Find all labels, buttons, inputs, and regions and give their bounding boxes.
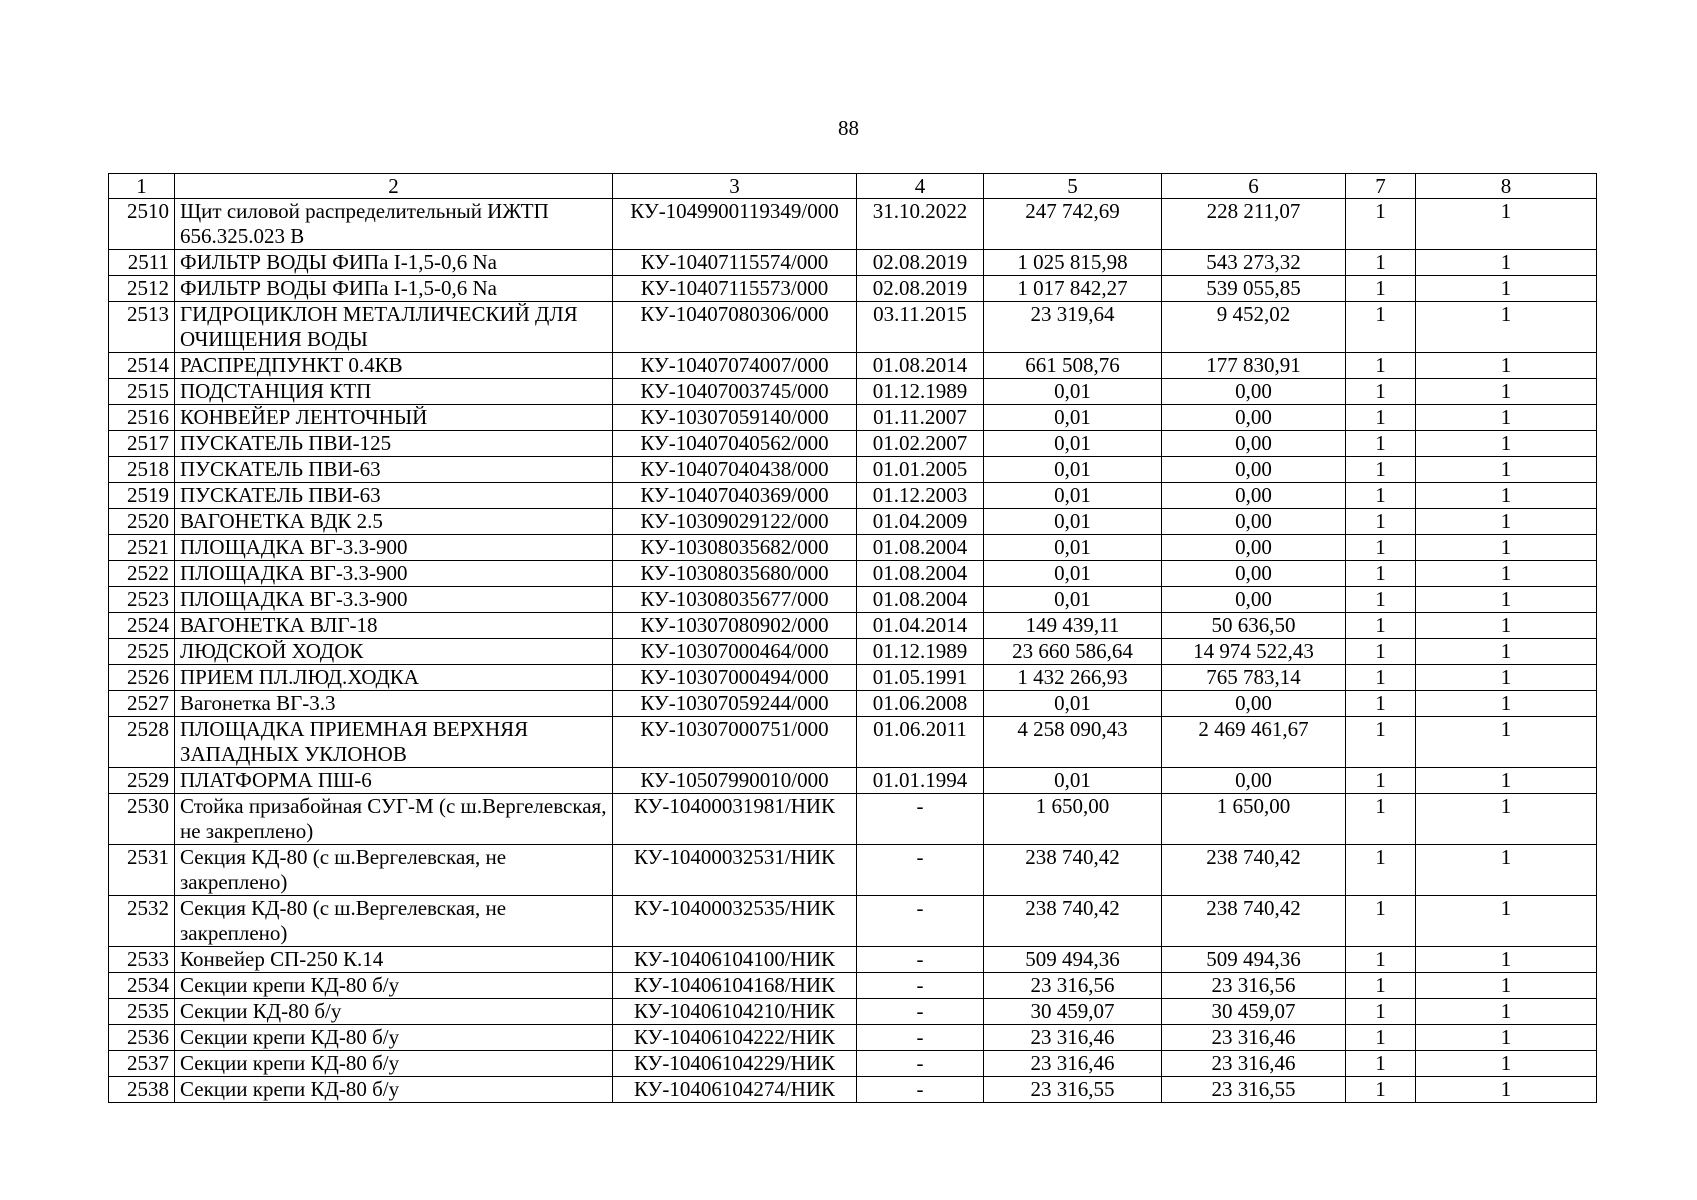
date-cell: 01.02.2007	[857, 431, 984, 457]
row-number: 2513	[109, 302, 175, 353]
value-col5: 509 494,36	[984, 947, 1162, 973]
value-col6: 509 494,36	[1162, 947, 1346, 973]
row-number: 2520	[109, 509, 175, 535]
item-name: Стойка призабойная СУГ-М (с ш.Вергелевская, не закреплено)	[175, 794, 613, 845]
qty-col7: 1	[1346, 1077, 1416, 1103]
item-name: ПУСКАТЕЛЬ ПВИ-63	[175, 483, 613, 509]
date-cell: 01.04.2009	[857, 509, 984, 535]
inventory-number: КУ-10407115573/000	[613, 276, 857, 302]
qty-col8: 1	[1416, 483, 1597, 509]
qty-col7: 1	[1346, 379, 1416, 405]
table-row	[109, 768, 1597, 794]
value-col6: 23 316,46	[1162, 1051, 1346, 1077]
item-name: Секции крепи КД-80 б/у	[175, 1025, 613, 1051]
qty-col8: 1	[1416, 587, 1597, 613]
page-number: 88	[838, 116, 859, 140]
inventory-number: КУ-10406104222/НИК	[613, 1025, 857, 1051]
value-col5: 23 316,55	[984, 1077, 1162, 1103]
qty-col8: 1	[1416, 379, 1597, 405]
value-col6: 30 459,07	[1162, 999, 1346, 1025]
table-row	[109, 353, 1597, 379]
item-name: Секции крепи КД-80 б/у	[175, 1051, 613, 1077]
qty-col8: 1	[1416, 353, 1597, 379]
table-row	[109, 587, 1597, 613]
item-name: ПЛОЩАДКА ВГ-3.3-900	[175, 587, 613, 613]
value-col5: 0,01	[984, 379, 1162, 405]
qty-col8: 1	[1416, 199, 1597, 250]
value-col6: 238 740,42	[1162, 896, 1346, 947]
value-col5: 238 740,42	[984, 845, 1162, 896]
row-number: 2521	[109, 535, 175, 561]
value-col6: 539 055,85	[1162, 276, 1346, 302]
value-col6: 0,00	[1162, 768, 1346, 794]
row-number: 2526	[109, 665, 175, 691]
date-cell: 01.12.1989	[857, 639, 984, 665]
item-name: ПЛОЩАДКА ВГ-3.3-900	[175, 535, 613, 561]
date-cell: -	[857, 1025, 984, 1051]
qty-col7: 1	[1346, 302, 1416, 353]
qty-col7: 1	[1346, 250, 1416, 276]
row-number: 2516	[109, 405, 175, 431]
inventory-number: КУ-10309029122/000	[613, 509, 857, 535]
value-col5: 238 740,42	[984, 896, 1162, 947]
inventory-number: КУ-10406104210/НИК	[613, 999, 857, 1025]
item-name: Секции крепи КД-80 б/у	[175, 973, 613, 999]
row-number: 2523	[109, 587, 175, 613]
column-header-8: 8	[1416, 174, 1597, 199]
value-col5: 1 025 815,98	[984, 250, 1162, 276]
qty-col8: 1	[1416, 509, 1597, 535]
table-row	[109, 639, 1597, 665]
qty-col8: 1	[1416, 845, 1597, 896]
value-col5: 23 660 586,64	[984, 639, 1162, 665]
row-number: 2528	[109, 717, 175, 768]
qty-col8: 1	[1416, 1025, 1597, 1051]
date-cell: 01.08.2014	[857, 353, 984, 379]
date-cell: -	[857, 999, 984, 1025]
table-row	[109, 535, 1597, 561]
row-number: 2524	[109, 613, 175, 639]
qty-col7: 1	[1346, 639, 1416, 665]
qty-col7: 1	[1346, 535, 1416, 561]
value-col6: 228 211,07	[1162, 199, 1346, 250]
row-number: 2510	[109, 199, 175, 250]
inventory-number: КУ-10307000751/000	[613, 717, 857, 768]
item-name: ПУСКАТЕЛЬ ПВИ-63	[175, 457, 613, 483]
row-number: 2534	[109, 973, 175, 999]
qty-col7: 1	[1346, 999, 1416, 1025]
row-number: 2531	[109, 845, 175, 896]
item-name: Щит силовой распределительный ИЖТП 656.325.023 В	[175, 199, 613, 250]
inventory-number: КУ-10407074007/000	[613, 353, 857, 379]
value-col5: 0,01	[984, 457, 1162, 483]
value-col6: 14 974 522,43	[1162, 639, 1346, 665]
value-col6: 0,00	[1162, 405, 1346, 431]
item-name: ПЛАТФОРМА ПШ-6	[175, 768, 613, 794]
value-col5: 149 439,11	[984, 613, 1162, 639]
value-col5: 23 316,46	[984, 1025, 1162, 1051]
column-header-7: 7	[1346, 174, 1416, 199]
table-row	[109, 999, 1597, 1025]
inventory-number: КУ-1049900119349/000	[613, 199, 857, 250]
value-col6: 23 316,56	[1162, 973, 1346, 999]
qty-col8: 1	[1416, 947, 1597, 973]
value-col5: 0,01	[984, 405, 1162, 431]
qty-col7: 1	[1346, 483, 1416, 509]
date-cell: 02.08.2019	[857, 276, 984, 302]
inventory-table	[108, 173, 1597, 1103]
value-col6: 23 316,46	[1162, 1025, 1346, 1051]
row-number: 2515	[109, 379, 175, 405]
table-row	[109, 717, 1597, 768]
qty-col7: 1	[1346, 845, 1416, 896]
value-col5: 661 508,76	[984, 353, 1162, 379]
inventory-number: КУ-10307000464/000	[613, 639, 857, 665]
value-col5: 30 459,07	[984, 999, 1162, 1025]
item-name: Секции крепи КД-80 б/у	[175, 1077, 613, 1103]
qty-col8: 1	[1416, 613, 1597, 639]
row-number: 2529	[109, 768, 175, 794]
date-cell: -	[857, 896, 984, 947]
value-col6: 0,00	[1162, 509, 1346, 535]
qty-col8: 1	[1416, 768, 1597, 794]
inventory-number: КУ-10307059140/000	[613, 405, 857, 431]
qty-col7: 1	[1346, 613, 1416, 639]
date-cell: 02.08.2019	[857, 250, 984, 276]
qty-col8: 1	[1416, 535, 1597, 561]
row-number: 2522	[109, 561, 175, 587]
row-number: 2537	[109, 1051, 175, 1077]
inventory-number: КУ-10308035677/000	[613, 587, 857, 613]
qty-col8: 1	[1416, 431, 1597, 457]
item-name: ПЛОЩАДКА ВГ-3.3-900	[175, 561, 613, 587]
table-row	[109, 665, 1597, 691]
row-number: 2511	[109, 250, 175, 276]
item-name: Вагонетка ВГ-3.3	[175, 691, 613, 717]
date-cell: 01.12.2003	[857, 483, 984, 509]
table-row	[109, 483, 1597, 509]
inventory-number: КУ-10407040562/000	[613, 431, 857, 457]
qty-col7: 1	[1346, 276, 1416, 302]
column-header-1: 1	[109, 174, 175, 199]
date-cell: 01.01.1994	[857, 768, 984, 794]
item-name: Конвейер СП-250 К.14	[175, 947, 613, 973]
inventory-number: КУ-10400032535/НИК	[613, 896, 857, 947]
table-header-row	[109, 174, 1597, 199]
inventory-number: КУ-10307000494/000	[613, 665, 857, 691]
qty-col7: 1	[1346, 794, 1416, 845]
qty-col7: 1	[1346, 199, 1416, 250]
date-cell: 01.08.2004	[857, 587, 984, 613]
value-col6: 9 452,02	[1162, 302, 1346, 353]
table-row	[109, 561, 1597, 587]
item-name: РАСПРЕДПУНКТ 0.4КВ	[175, 353, 613, 379]
qty-col8: 1	[1416, 561, 1597, 587]
value-col5: 0,01	[984, 691, 1162, 717]
table-row	[109, 405, 1597, 431]
qty-col8: 1	[1416, 405, 1597, 431]
qty-col7: 1	[1346, 509, 1416, 535]
value-col5: 4 258 090,43	[984, 717, 1162, 768]
row-number: 2533	[109, 947, 175, 973]
qty-col8: 1	[1416, 691, 1597, 717]
qty-col8: 1	[1416, 717, 1597, 768]
qty-col8: 1	[1416, 276, 1597, 302]
date-cell: 01.08.2004	[857, 561, 984, 587]
value-col6: 2 469 461,67	[1162, 717, 1346, 768]
column-header-2: 2	[175, 174, 613, 199]
row-number: 2514	[109, 353, 175, 379]
qty-col8: 1	[1416, 302, 1597, 353]
value-col6: 23 316,55	[1162, 1077, 1346, 1103]
table-row	[109, 250, 1597, 276]
inventory-number: КУ-10507990010/000	[613, 768, 857, 794]
value-col5: 0,01	[984, 483, 1162, 509]
value-col5: 0,01	[984, 587, 1162, 613]
value-col5: 0,01	[984, 431, 1162, 457]
table-row	[109, 199, 1597, 250]
date-cell: 01.05.1991	[857, 665, 984, 691]
inventory-number: КУ-10407080306/000	[613, 302, 857, 353]
value-col5: 0,01	[984, 768, 1162, 794]
value-col6: 0,00	[1162, 379, 1346, 405]
row-number: 2519	[109, 483, 175, 509]
table-row	[109, 1077, 1597, 1103]
qty-col7: 1	[1346, 691, 1416, 717]
value-col6: 0,00	[1162, 457, 1346, 483]
date-cell: 01.08.2004	[857, 535, 984, 561]
date-cell: -	[857, 1051, 984, 1077]
value-col6: 0,00	[1162, 431, 1346, 457]
table-row	[109, 794, 1597, 845]
value-col5: 0,01	[984, 535, 1162, 561]
qty-col7: 1	[1346, 665, 1416, 691]
row-number: 2527	[109, 691, 175, 717]
row-number: 2536	[109, 1025, 175, 1051]
table-row	[109, 457, 1597, 483]
qty-col8: 1	[1416, 973, 1597, 999]
table-row	[109, 431, 1597, 457]
inventory-number: КУ-10406104168/НИК	[613, 973, 857, 999]
qty-col7: 1	[1346, 1025, 1416, 1051]
inventory-number: КУ-10307059244/000	[613, 691, 857, 717]
table-row	[109, 613, 1597, 639]
qty-col8: 1	[1416, 665, 1597, 691]
table-row	[109, 276, 1597, 302]
inventory-number: КУ-10307080902/000	[613, 613, 857, 639]
value-col6: 1 650,00	[1162, 794, 1346, 845]
table-row	[109, 691, 1597, 717]
qty-col8: 1	[1416, 250, 1597, 276]
value-col5: 247 742,69	[984, 199, 1162, 250]
qty-col8: 1	[1416, 1077, 1597, 1103]
row-number: 2525	[109, 639, 175, 665]
item-name: ПОДСТАНЦИЯ КТП	[175, 379, 613, 405]
inventory-number: КУ-10407115574/000	[613, 250, 857, 276]
value-col6: 765 783,14	[1162, 665, 1346, 691]
qty-col8: 1	[1416, 1051, 1597, 1077]
table-row	[109, 1051, 1597, 1077]
date-cell: 03.11.2015	[857, 302, 984, 353]
date-cell: 01.01.2005	[857, 457, 984, 483]
date-cell: -	[857, 1077, 984, 1103]
qty-col7: 1	[1346, 431, 1416, 457]
value-col6: 238 740,42	[1162, 845, 1346, 896]
qty-col7: 1	[1346, 947, 1416, 973]
row-number: 2538	[109, 1077, 175, 1103]
value-col5: 0,01	[984, 561, 1162, 587]
value-col6: 0,00	[1162, 691, 1346, 717]
item-name: ГИДРОЦИКЛОН МЕТАЛЛИЧЕСКИЙ ДЛЯ ОЧИЩЕНИЯ ВОДЫ	[175, 302, 613, 353]
qty-col7: 1	[1346, 587, 1416, 613]
row-number: 2532	[109, 896, 175, 947]
inventory-number: КУ-10407040438/000	[613, 457, 857, 483]
date-cell: 01.06.2011	[857, 717, 984, 768]
column-header-5: 5	[984, 174, 1162, 199]
row-number: 2530	[109, 794, 175, 845]
date-cell: 01.12.1989	[857, 379, 984, 405]
item-name: ПУСКАТЕЛЬ ПВИ-125	[175, 431, 613, 457]
qty-col7: 1	[1346, 973, 1416, 999]
value-col5: 23 316,56	[984, 973, 1162, 999]
value-col6: 0,00	[1162, 587, 1346, 613]
qty-col7: 1	[1346, 896, 1416, 947]
table-row	[109, 1025, 1597, 1051]
item-name: Секция КД-80 (с ш.Вергелевская, не закреплено)	[175, 845, 613, 896]
qty-col8: 1	[1416, 896, 1597, 947]
date-cell: 01.11.2007	[857, 405, 984, 431]
date-cell: 01.04.2014	[857, 613, 984, 639]
inventory-number: КУ-10407040369/000	[613, 483, 857, 509]
inventory-number: КУ-10406104100/НИК	[613, 947, 857, 973]
row-number: 2535	[109, 999, 175, 1025]
value-col5: 1 650,00	[984, 794, 1162, 845]
qty-col7: 1	[1346, 1051, 1416, 1077]
value-col5: 1 432 266,93	[984, 665, 1162, 691]
column-header-4: 4	[857, 174, 984, 199]
item-name: ПРИЕМ ПЛ.ЛЮД.ХОДКА	[175, 665, 613, 691]
item-name: Секция КД-80 (с ш.Вергелевская, не закреплено)	[175, 896, 613, 947]
date-cell: -	[857, 973, 984, 999]
table-row	[109, 845, 1597, 896]
qty-col7: 1	[1346, 768, 1416, 794]
inventory-number: КУ-10308035680/000	[613, 561, 857, 587]
item-name: ФИЛЬТР ВОДЫ ФИПа I-1,5-0,6 Na	[175, 250, 613, 276]
qty-col7: 1	[1346, 457, 1416, 483]
item-name: Секции КД-80 б/у	[175, 999, 613, 1025]
item-name: ПЛОЩАДКА ПРИЕМНАЯ ВЕРХНЯЯ ЗАПАДНЫХ УКЛОНОВ	[175, 717, 613, 768]
inventory-number: КУ-10400032531/НИК	[613, 845, 857, 896]
date-cell: -	[857, 947, 984, 973]
qty-col7: 1	[1346, 405, 1416, 431]
value-col5: 23 316,46	[984, 1051, 1162, 1077]
table-body	[109, 199, 1597, 1103]
value-col6: 0,00	[1162, 561, 1346, 587]
row-number: 2517	[109, 431, 175, 457]
table-row	[109, 509, 1597, 535]
table-row	[109, 896, 1597, 947]
qty-col8: 1	[1416, 999, 1597, 1025]
item-name: ВАГОНЕТКА ВДК 2.5	[175, 509, 613, 535]
qty-col8: 1	[1416, 639, 1597, 665]
inventory-number: КУ-10407003745/000	[613, 379, 857, 405]
column-header-3: 3	[613, 174, 857, 199]
inventory-number: КУ-10406104274/НИК	[613, 1077, 857, 1103]
inventory-number: КУ-10406104229/НИК	[613, 1051, 857, 1077]
table-row	[109, 379, 1597, 405]
table-row	[109, 973, 1597, 999]
date-cell: 01.06.2008	[857, 691, 984, 717]
value-col6: 0,00	[1162, 483, 1346, 509]
table-row	[109, 302, 1597, 353]
row-number: 2512	[109, 276, 175, 302]
value-col5: 1 017 842,27	[984, 276, 1162, 302]
value-col6: 543 273,32	[1162, 250, 1346, 276]
qty-col8: 1	[1416, 794, 1597, 845]
value-col5: 0,01	[984, 509, 1162, 535]
date-cell: 31.10.2022	[857, 199, 984, 250]
item-name: ЛЮДСКОЙ ХОДОК	[175, 639, 613, 665]
qty-col7: 1	[1346, 561, 1416, 587]
date-cell: -	[857, 794, 984, 845]
value-col6: 50 636,50	[1162, 613, 1346, 639]
inventory-number: КУ-10400031981/НИК	[613, 794, 857, 845]
column-header-6: 6	[1162, 174, 1346, 199]
date-cell: -	[857, 845, 984, 896]
qty-col7: 1	[1346, 353, 1416, 379]
value-col5: 23 319,64	[984, 302, 1162, 353]
item-name: ФИЛЬТР ВОДЫ ФИПа I-1,5-0,6 Na	[175, 276, 613, 302]
value-col6: 177 830,91	[1162, 353, 1346, 379]
qty-col8: 1	[1416, 457, 1597, 483]
inventory-number: КУ-10308035682/000	[613, 535, 857, 561]
item-name: ВАГОНЕТКА ВЛГ-18	[175, 613, 613, 639]
item-name: КОНВЕЙЕР ЛЕНТОЧНЫЙ	[175, 405, 613, 431]
row-number: 2518	[109, 457, 175, 483]
table-row	[109, 947, 1597, 973]
value-col6: 0,00	[1162, 535, 1346, 561]
qty-col7: 1	[1346, 717, 1416, 768]
